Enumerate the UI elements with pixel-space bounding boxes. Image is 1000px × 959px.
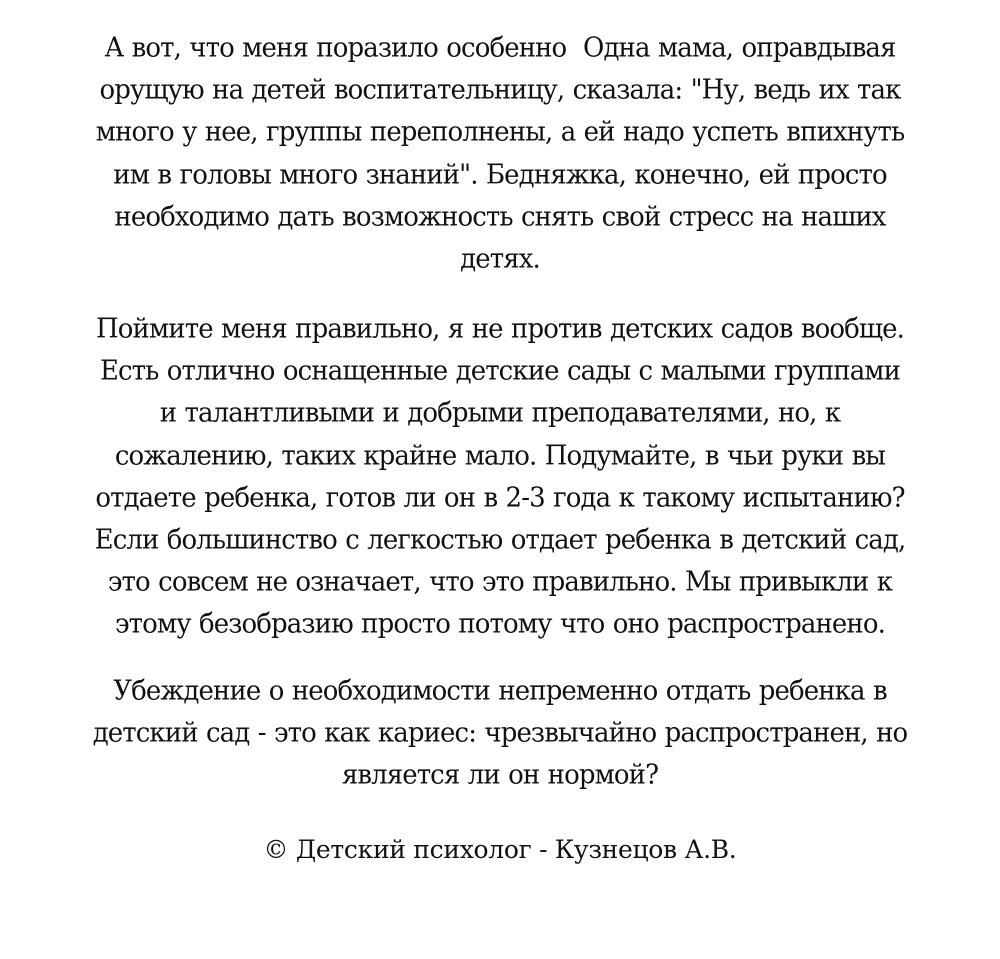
text-line: необходимо дать возможность снять свой стресс на наших <box>114 201 886 233</box>
text-line: Убеждение о необходимости непременно отдать ребенка в <box>113 675 887 707</box>
text-line: отдаете ребенка, готов ли он в 2-3 года к такому испытанию? <box>95 482 905 514</box>
text-line: Если большинство с легкостью отдает ребенка в детский сад, <box>94 524 906 557</box>
text-line: много у нее, группы переполнены, а ей надо успеть впихнуть <box>95 116 905 149</box>
text-line: это совсем не означает, что это правильно. Мы привыкли к <box>107 566 893 599</box>
text-line: Поймите меня правильно, я не против детских садов вообще. <box>96 313 904 345</box>
text-line: им в головы много знаний". Бедняжка, конечно, ей просто <box>113 158 887 191</box>
text-line: детский сад - это как кариес: чрезвычайно распространен, но <box>92 717 908 749</box>
author-signature: © Детский психолог - Кузнецов А.В. <box>263 835 737 865</box>
paragraph-understand-me <box>36 308 964 646</box>
text-line: А вот, что меня поразило особенно Одна мама, оправдывая <box>104 32 896 64</box>
text-line: является ли он нормой? <box>341 759 659 792</box>
text-line: Есть отлично оснащенные детские сады с малыми группами <box>99 355 901 388</box>
text-line: и талантливыми и добрыми преподавателями, но, к <box>159 397 841 430</box>
text-line: орущую на детей воспитательницу, сказала: "Ну, ведь их так <box>99 74 901 106</box>
text-line: этому безобразию просто потому что оно распространено. <box>115 608 885 641</box>
paragraph-caries-analogy <box>36 670 964 797</box>
document-page <box>36 27 964 870</box>
paragraph-kindergarten-anecdote <box>36 27 964 280</box>
text-line: детях. <box>460 243 540 275</box>
text-line: сожалению, таких крайне мало. Подумайте, в чьи руки вы <box>114 440 886 472</box>
